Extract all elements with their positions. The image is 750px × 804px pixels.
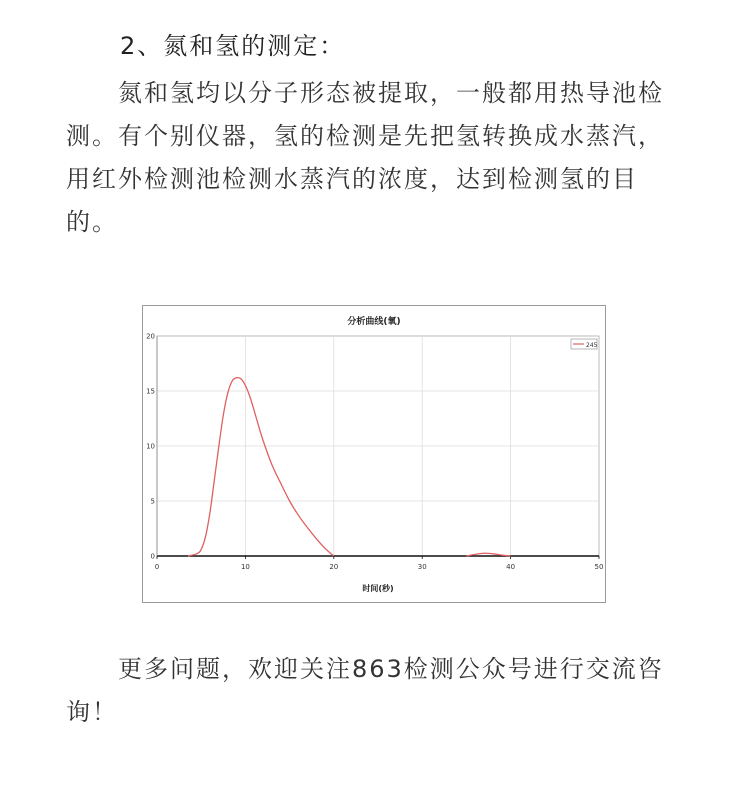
y-tick-label: 0	[150, 552, 155, 561]
x-axis-label: 时间(秒)	[362, 584, 394, 593]
y-tick-label: 10	[146, 442, 155, 451]
x-tick-label: 50	[594, 563, 604, 571]
paragraph-contact: 更多问题，欢迎关注863检测公众号进行交流咨询！	[66, 655, 664, 726]
section-heading: 2、氮和氢的测定：	[120, 32, 346, 60]
x-tick-label: 20	[329, 563, 339, 571]
x-tick-label: 30	[417, 563, 427, 571]
analysis-curve-chart	[142, 305, 606, 603]
x-tick-label: 40	[506, 563, 516, 571]
y-tick-label: 5	[150, 497, 155, 506]
legend-label: 245	[586, 342, 598, 349]
legend	[571, 339, 598, 349]
x-tick-label: 0	[154, 563, 160, 571]
y-tick-label: 15	[146, 387, 155, 396]
chart-svg	[143, 306, 605, 602]
y-tick-label: 20	[146, 332, 155, 341]
x-tick-label: 10	[240, 563, 250, 571]
paragraph-nitrogen-hydrogen: 氮和氢均以分子形态被提取，一般都用热导池检测。有个别仪器，氢的检测是先把氢转换成水蒸汽，用红外检测池检测水蒸汽的浓度，达到检测氢的目的。	[66, 79, 664, 236]
chart-title: 分析曲线(氧)	[347, 317, 401, 327]
